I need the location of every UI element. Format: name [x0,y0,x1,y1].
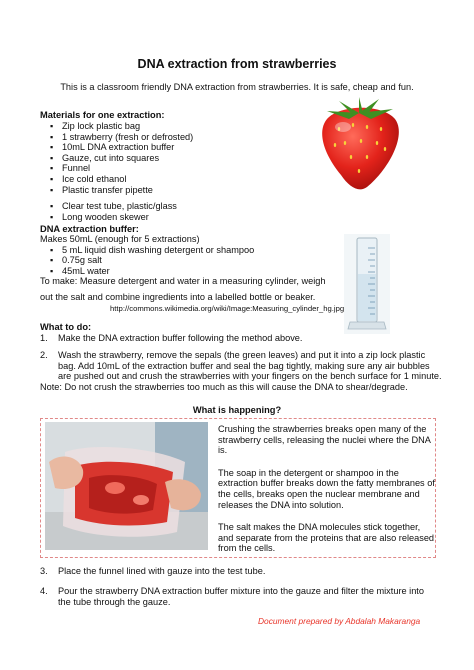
buffer-section [40,224,340,303]
crushing-strawberry-photo [45,422,208,550]
text-line: The soap in the detergent or shampoo in the [218,467,399,478]
what-is-happening-heading: What is happening? [192,405,282,415]
text-line: The salt makes the DNA molecules stick together, [218,522,421,533]
text-line: and separate from the proteins that are also released [218,532,435,543]
step-number: 1. [40,333,48,343]
note-text: Note: Do not crush the strawberries too much as this will cause the DNA to shear/degrade. [40,382,408,392]
text-line: from the cells. [218,543,276,554]
buffer-to-make-line1: To make: Measure detergent and water in a measuring cylinder, weigh [40,276,326,287]
document-title: DNA extraction from strawberries [137,57,337,71]
step-number: 3. [40,566,48,576]
list-item: ▪ 10mL DNA extraction buffer [48,142,310,153]
list-item: ▪ Plastic transfer pipette [48,185,310,196]
text-line: are pushed out and crush the strawberries with your fingers on the bench surface for 1 minute. [58,371,442,382]
list-item: ▪ Gauze, cut into squares [48,153,310,164]
list-item: ▪ 0.75g salt [48,255,340,266]
measuring-cylinder-image [344,234,390,334]
step-3-text: Place the funnel lined with gauze into the test tube. [58,566,266,576]
text-line: Crushing the strawberries breaks open many of the [218,424,427,434]
list-item: ▪ Long wooden skewer [48,212,310,223]
step-number: 2. [40,350,48,360]
list-item: ▪ 1 strawberry (fresh or defrosted) [48,132,310,143]
step-2-text [58,350,448,382]
text-line: bag. Add 10mL of the extraction buffer and seal the bag tightly, making sure any air bubbles [58,360,430,371]
buffer-list [48,245,340,277]
list-item: ▪ 5 mL liquid dish washing detergent or shampoo [48,245,340,256]
intro-text: This is a classroom friendly DNA extraction from strawberries. It is safe, cheap and fun. [60,82,414,92]
materials-section [40,110,310,222]
image-source-url[interactable]: http://commons.wikimedia.org/wiki/Image:Measuring_cylinder_hg.jpg [110,304,345,313]
footer-author: Document prepared by Abdalah Makaranga [258,616,421,626]
text-line: the tube through the gauze. [58,596,171,607]
explanation-text [218,424,436,554]
text-line: the cells, breaks open the nuclear membrane and [218,488,420,499]
text-line: Pour the strawberry DNA extraction buffer mixture into the gauze and filter the mixture into [58,586,424,596]
text-line: strawberry cells, releasing the nuclei where the DNA [218,434,431,445]
what-to-do-heading: What to do: [40,322,92,332]
list-item: ▪ Clear test tube, plastic/glass [48,201,310,212]
list-item: ▪ Funnel [48,163,310,174]
list-item: ▪ Ice cold ethanol [48,174,310,185]
materials-extra-list [48,201,310,222]
materials-heading: Materials for one extraction: [40,110,165,120]
text-line: extraction buffer breaks down the fatty membranes of [218,478,435,489]
text-line: Wash the strawberry, remove the sepals (the green leaves) and put it into a zip lock plastic [58,350,426,360]
text-line: is. [218,445,228,456]
text-line: releases the DNA into solution. [218,499,344,510]
strawberry-image [309,97,409,193]
list-item: ▪ 45mL water [48,266,340,277]
buffer-makes: Makes 50mL (enough for 5 extractions) [40,234,200,244]
buffer-heading: DNA extraction buffer: [40,224,139,234]
step-1-text: Make the DNA extraction buffer following the method above. [58,333,303,343]
buffer-to-make-line2: out the salt and combine ingredients into a labelled bottle or beaker. [40,291,316,302]
step-4-text [58,586,448,607]
step-number: 4. [40,586,48,596]
list-item: ▪ Zip lock plastic bag [48,121,310,132]
materials-list [48,121,310,195]
